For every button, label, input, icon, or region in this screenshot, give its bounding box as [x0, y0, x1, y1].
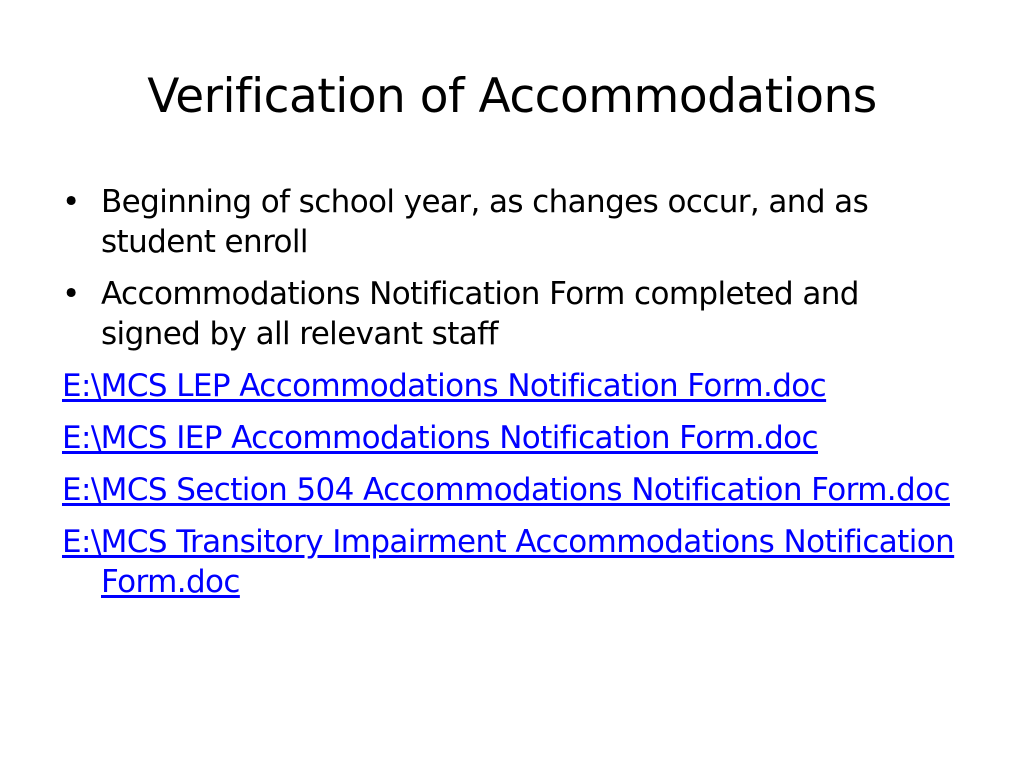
bullet-icon: •	[62, 276, 80, 312]
bullet-list	[62, 182, 967, 354]
bullet-text: Beginning of school year, as changes occur, and as student enroll	[101, 184, 869, 260]
slide-content	[62, 182, 967, 614]
bullet-text: Accommodations Notification Form completed and signed by all relevant staff	[101, 276, 859, 352]
transitory-impairment-form-link[interactable]: E:\MCS Transitory Impairment Accommodations Notification Form.doc	[62, 524, 955, 600]
bullet-item	[62, 182, 967, 262]
document-link-list	[62, 366, 967, 602]
iep-form-link[interactable]: E:\MCS IEP Accommodations Notification Form.doc	[62, 420, 818, 456]
lep-form-link[interactable]: E:\MCS LEP Accommodations Notification Form.doc	[62, 368, 827, 404]
section-504-form-link[interactable]: E:\MCS Section 504 Accommodations Notification Form.doc	[62, 472, 950, 508]
bullet-item	[62, 274, 967, 354]
bullet-icon: •	[62, 184, 80, 220]
slide-title: Verification of Accommodations	[147, 69, 877, 124]
